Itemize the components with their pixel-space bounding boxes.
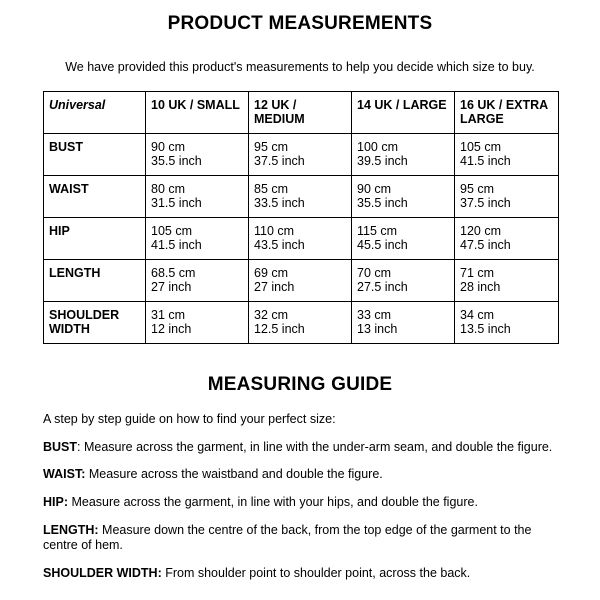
guide-item-length <box>43 523 563 553</box>
cm-value: 90 cm <box>357 182 392 196</box>
table-header-row <box>44 92 559 134</box>
row-label: WAIST <box>44 176 146 218</box>
inch-value: 31.5 inch <box>151 196 202 210</box>
guide-term: HIP: <box>43 495 68 509</box>
cm-value: 31 cm <box>151 308 186 322</box>
table-cell <box>352 260 455 302</box>
cm-value: 105 cm <box>460 140 501 154</box>
guide-text: From shoulder point to shoulder point, across the back. <box>161 566 471 580</box>
table-cell <box>352 302 455 344</box>
guide-term: BUST <box>43 440 78 454</box>
cm-value: 33 cm <box>357 308 392 322</box>
guide-text: : Measure across the garment, in line with the under-arm seam, and double the figure. <box>77 440 553 454</box>
inch-value: 33.5 inch <box>254 196 305 210</box>
inch-value: 41.5 inch <box>151 238 202 252</box>
guide-term: LENGTH: <box>43 523 99 537</box>
cm-value: 115 cm <box>357 224 398 238</box>
inch-value: 27 inch <box>254 280 295 294</box>
size-table <box>43 91 559 344</box>
table-cell <box>455 176 559 218</box>
guide-item-hip <box>43 495 563 510</box>
inch-value: 35.5 inch <box>357 196 408 210</box>
guide-term: WAIST: <box>43 467 86 481</box>
inch-value: 37.5 inch <box>460 196 511 210</box>
cm-value: 105 cm <box>151 224 192 238</box>
inch-value: 13.5 inch <box>460 322 511 336</box>
row-label: BUST <box>44 134 146 176</box>
column-header: 12 UK / MEDIUM <box>249 92 352 134</box>
guide-text: Measure across the waistband and double the figure. <box>85 467 383 481</box>
table-cell <box>249 302 352 344</box>
guide-item-shoulder-width <box>43 566 563 581</box>
table-row <box>44 176 559 218</box>
guide-text: Measure down the centre of the back, from the top edge of the garment to the centre of hem. <box>43 523 532 552</box>
inch-value: 37.5 inch <box>254 154 305 168</box>
table-cell <box>146 134 249 176</box>
table-cell <box>455 302 559 344</box>
table-cell <box>249 260 352 302</box>
table-cell <box>146 218 249 260</box>
cm-value: 100 cm <box>357 140 398 154</box>
column-header: 16 UK / EXTRA LARGE <box>455 92 559 134</box>
cm-value: 120 cm <box>460 224 501 238</box>
inch-value: 27.5 inch <box>357 280 408 294</box>
inch-value: 13 inch <box>357 322 398 336</box>
cm-value: 68.5 cm <box>151 266 196 280</box>
inch-value: 45.5 inch <box>357 238 408 252</box>
inch-value: 28 inch <box>460 280 501 294</box>
table-cell <box>146 302 249 344</box>
inch-value: 41.5 inch <box>460 154 511 168</box>
guide-intro: A step by step guide on how to find your perfect size: <box>43 412 336 426</box>
table-row <box>44 302 559 344</box>
guide-term: SHOULDER WIDTH: <box>43 566 162 580</box>
cm-value: 90 cm <box>151 140 186 154</box>
guide-text: Measure across the garment, in line with your hips, and double the figure. <box>68 495 478 509</box>
table-row <box>44 218 559 260</box>
row-label: LENGTH <box>44 260 146 302</box>
cm-value: 110 cm <box>254 224 295 238</box>
cm-value: 34 cm <box>460 308 495 322</box>
table-row <box>44 260 559 302</box>
cm-value: 32 cm <box>254 308 289 322</box>
guide-item-waist <box>43 467 563 482</box>
inch-value: 27 inch <box>151 280 192 294</box>
table-cell <box>249 218 352 260</box>
inch-value: 47.5 inch <box>460 238 511 252</box>
inch-value: 35.5 inch <box>151 154 202 168</box>
table-cell <box>352 218 455 260</box>
cm-value: 95 cm <box>254 140 289 154</box>
cm-value: 69 cm <box>254 266 289 280</box>
table-cell <box>146 176 249 218</box>
cm-value: 71 cm <box>460 266 495 280</box>
row-label: SHOULDER WIDTH <box>44 302 146 344</box>
table-cell <box>249 134 352 176</box>
table-cell <box>455 218 559 260</box>
cm-value: 70 cm <box>357 266 392 280</box>
column-header: 14 UK / LARGE <box>352 92 455 134</box>
guide-title: MEASURING GUIDE <box>207 374 393 395</box>
cm-value: 95 cm <box>460 182 495 196</box>
row-label: HIP <box>44 218 146 260</box>
table-corner-label: Universal <box>44 92 146 134</box>
column-header: 10 UK / SMALL <box>146 92 249 134</box>
inch-value: 12.5 inch <box>254 322 305 336</box>
inch-value: 12 inch <box>151 322 192 336</box>
intro-text: We have provided this product's measurements to help you decide which size to buy. <box>65 60 535 74</box>
inch-value: 43.5 inch <box>254 238 305 252</box>
inch-value: 39.5 inch <box>357 154 408 168</box>
cm-value: 80 cm <box>151 182 186 196</box>
table-cell <box>249 176 352 218</box>
table-cell <box>455 260 559 302</box>
table-cell <box>455 134 559 176</box>
cm-value: 85 cm <box>254 182 289 196</box>
table-cell <box>352 176 455 218</box>
guide-item-bust <box>43 440 563 455</box>
table-cell <box>146 260 249 302</box>
page-title: PRODUCT MEASUREMENTS <box>167 13 433 34</box>
table-row <box>44 134 559 176</box>
table-cell <box>352 134 455 176</box>
